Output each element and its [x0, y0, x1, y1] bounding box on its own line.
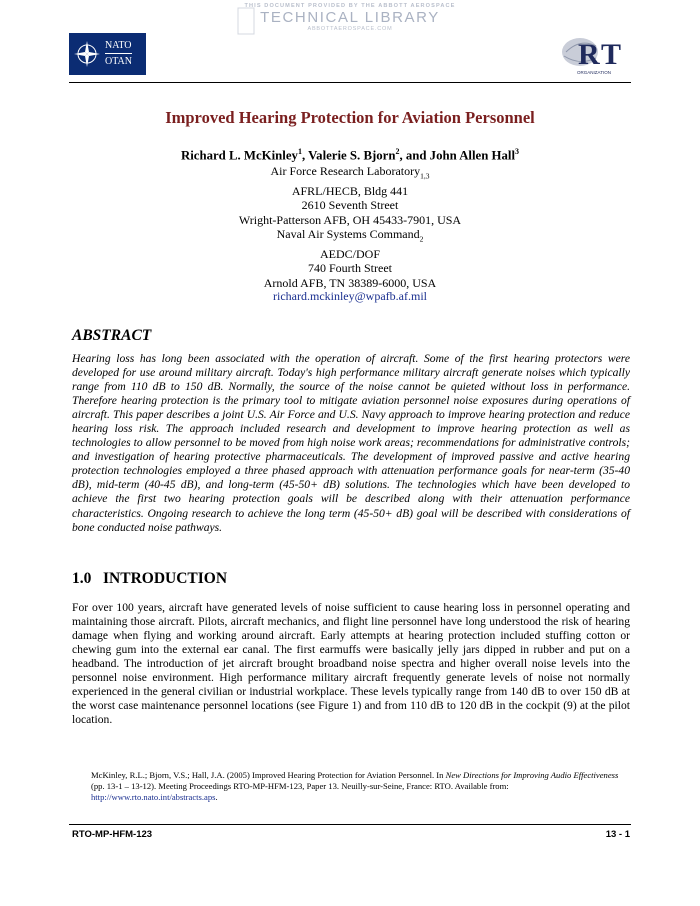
nato-logo: [69, 33, 146, 75]
author-name: Richard L. McKinley: [180, 148, 298, 163]
svg-text:R: R: [578, 38, 600, 71]
affiliation-org: [0, 227, 700, 247]
header-divider: [69, 82, 631, 83]
footer-divider: [69, 824, 631, 825]
otan-label: OTAN: [105, 56, 132, 67]
rto-caption: ORGANIZATION: [577, 70, 611, 75]
affiliation-org: [0, 164, 700, 184]
author-separator: , and: [399, 148, 430, 163]
author-affiliation-marker: 2: [395, 147, 400, 156]
paper-title: Improved Hearing Protection for Aviation Personnel: [165, 108, 535, 127]
author-affiliation-marker: 3: [515, 147, 520, 156]
abstract-heading: ABSTRACT: [72, 327, 152, 344]
citation-text: (pp. 13-1 – 13-12). Meeting Proceedings RTO-MP-HFM-123, Paper 13. Neuilly-sur-Seine, France: RTO. Available from:: [91, 781, 509, 791]
affiliation-line: 740 Fourth Street: [308, 261, 392, 276]
author-list: [0, 147, 700, 163]
affiliation-org-name: Naval Air Systems Command: [276, 227, 420, 242]
citation-text: .: [215, 792, 218, 802]
report-number: RTO-MP-HFM-123: [72, 829, 153, 840]
affiliations: [0, 164, 700, 290]
contact-email[interactable]: richard.mckinley@wpafb.af.mil: [273, 289, 427, 303]
nato-compass-star-icon: [69, 33, 105, 75]
affiliation-marker: 1,3: [420, 171, 430, 181]
author-separator: ,: [301, 148, 309, 163]
citation-text: McKinley, R.L.; Bjorn, V.S.; Hall, J.A. (2005) Improved Hearing Protection for Aviation Personnel. In: [91, 770, 446, 780]
citation-note: [91, 770, 631, 803]
page-number: 13 - 1: [605, 829, 630, 840]
author-name: John Allen Hall: [429, 148, 516, 163]
citation-link[interactable]: http://www.rto.nato.int/abstracts.aps: [91, 792, 216, 802]
affiliation-line: AFRL/HECB, Bldg 441: [291, 183, 409, 198]
rto-logo-icon: [556, 34, 632, 76]
author-name: Valerie S. Bjorn: [308, 148, 396, 163]
introduction-text: For over 100 years, aircraft have generated levels of noise sufficient to cause hearing loss in personnel operating and maintaining those aircraft. Pilots, aircraft mechanics, and flight line personnel have long understood the risk of hearing damage when flying and working around aircraft. Early attempts at hearing protection included stuffing cotton or chewing gum into the external ear canal. The first earmuffs were basically jelly jars dipped in rubber and put on a headband. The introduction of jet aircraft brought broadband noise spectra and higher overall noise levels into the personnel noise environment. High performance military aircraft frequently generate levels of noise not normally experienced in the general civilian or industrial workplace. These levels typically range from 140 dB to over 150 dB at the worst case maintenance personnel locations (see Figure 1) and from 110 dB to 120 dB in the cockpit (9) at the pilot location.: [72, 601, 630, 727]
affiliation-org-name: Air Force Research Laboratory: [270, 164, 421, 178]
svg-text:T: T: [601, 38, 622, 71]
affiliation-line: 2610 Seventh Street: [301, 198, 399, 213]
affiliation-line: Wright-Patterson AFB, OH 45433-7901, USA: [238, 212, 462, 227]
affiliation-line: Arnold AFB, TN 38389-6000, USA: [263, 275, 437, 290]
abstract-text: Hearing loss has long been associated with the operation of aircraft. Some of the first hearing protectors were developed for use around military aircraft. Today's high performance military aircraft generate noises which typically range from 110 dB to 150 dB. Normally, the source of the noise cannot be quieted without loss in performance. Therefore hearing protection is the primary tool to mitigate aviation personnel noise exposures during operations of aircraft. This paper describes a joint U.S. Air Force and U.S. Navy approach to improve hearing protection and reduce hearing loss risk. The approach included research and development to improve hearing protection as well as technologies to allow personnel to be moved from high noise work areas; recommendations for administrative controls; and investigation of hearing protective pharmaceuticals. The development of improved passive and active hearing protection technologies employed a three phased approach with attenuation performance goals for near-term (35-40 dB), mid-term (40-45 dB), and long-term (45-50+ dB) solutions. The technologies which have been developed to achieve the first two hearing protection goals will be described along with their attenuation performance characteristics. Ongoing research to achieve the long term (45-50+ dB) goal will be described with considerations of bone conducted noise pathways.: [72, 352, 630, 534]
section-number: 1.0: [72, 570, 92, 587]
watermark-library-title: TECHNICAL LIBRARY: [260, 9, 440, 26]
citation-book-title: New Directions for Improving Audio Effectiveness: [445, 770, 619, 780]
author-affiliation-marker: 1: [297, 147, 302, 156]
watermark-url: ABBOTTAEROSPACE.COM: [307, 26, 393, 32]
affiliation-line: AEDC/DOF: [319, 246, 380, 261]
watermark-provided-by: THIS DOCUMENT PROVIDED BY THE ABBOTT AEROSPACE: [244, 3, 456, 9]
section-title: INTRODUCTION: [103, 570, 228, 587]
introduction-heading: [72, 570, 227, 588]
nato-label: NATO: [105, 40, 132, 54]
affiliation-marker: 2: [419, 234, 424, 244]
